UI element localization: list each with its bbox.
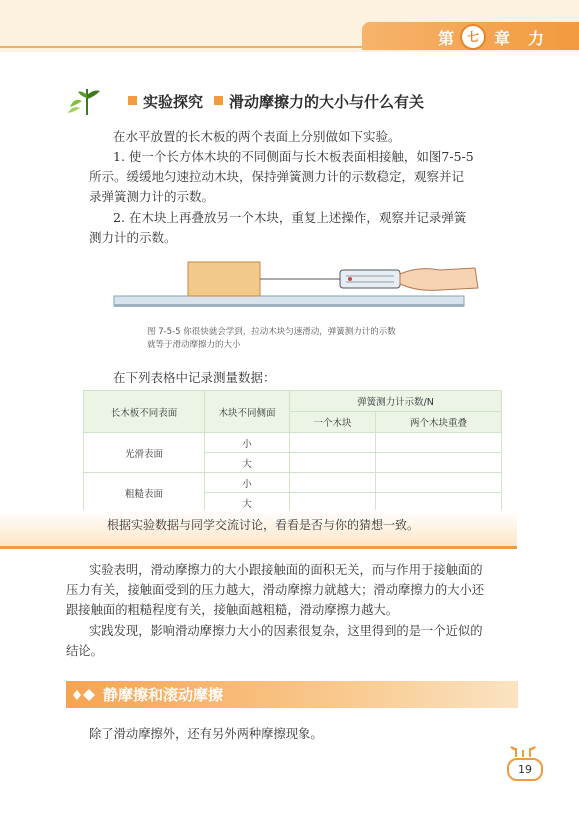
- col-surface: 长木板不同表面: [84, 391, 205, 433]
- empty-cell[interactable]: [376, 433, 502, 453]
- side-cell: 小: [205, 473, 290, 493]
- side-cell: 大: [205, 493, 290, 513]
- experiment-figure: [100, 252, 490, 322]
- step2-line: 2. 在木块上再叠放另一个木块，重复上述操作，观察并记录弹簧: [113, 210, 467, 225]
- discussion-text: 根据实验数据与同学交流讨论，看看是否与你的猜想一致。: [107, 518, 420, 532]
- empty-cell[interactable]: [290, 473, 376, 493]
- section-intro: 除了滑动摩擦外，还有另外两种摩擦现象。: [89, 727, 323, 741]
- col-reading: 弹簧测力计示数/N: [290, 391, 502, 412]
- col-two-blocks: 两个木块重叠: [376, 412, 502, 433]
- step1-line: 所示。缓缓地匀速拉动木块，保持弹簧测力计的示数稳定，观察并记: [89, 169, 465, 184]
- step2-line: 测力计的示数。: [89, 230, 177, 245]
- chapter-suffix: 章: [494, 29, 512, 48]
- step1-line: 1. 使一个长方体木块的不同侧面与长木板表面相接触，如图7-5-5: [113, 149, 474, 164]
- sprout-icon: [508, 744, 538, 758]
- chapter-number-badge: 七: [460, 24, 486, 50]
- page-number: 19: [507, 758, 543, 781]
- side-cell: 大: [205, 453, 290, 473]
- table-intro: 在下列表格中记录测量数据：: [113, 370, 276, 385]
- experiment-title: 滑动摩擦力的大小与什么有关: [229, 93, 425, 111]
- surface-cell: 光滑表面: [84, 433, 205, 473]
- chapter-prefix: 第: [438, 29, 456, 48]
- empty-cell[interactable]: [290, 453, 376, 473]
- conclusion-line: 压力有关，接触面受到的压力越大，滑动摩擦力就越大；滑动摩擦力的大小还: [66, 583, 485, 597]
- section-title: 静摩擦和滚动摩擦: [103, 686, 224, 704]
- bullet-square: [214, 96, 223, 105]
- diamond-icon: [72, 688, 98, 702]
- table-row: [84, 433, 502, 453]
- practice-line: 结论。: [66, 644, 103, 658]
- conclusion-line: 跟接触面的粗糙程度有关，接触面越粗糙，滑动摩擦力越大。: [66, 603, 399, 617]
- col-one-block: 一个木块: [290, 412, 376, 433]
- conclusion-line: 实验表明，滑动摩擦力的大小跟接触面的面积无关，而与作用于接触面的: [89, 563, 483, 577]
- hand: [400, 268, 478, 290]
- wooden-block: [188, 262, 260, 296]
- chapter-title: 力: [528, 29, 546, 48]
- leaf-icon: [66, 85, 106, 119]
- table-row: [84, 473, 502, 493]
- side-cell: 小: [205, 433, 290, 453]
- experiment-intro: 在水平放置的长木板的两个表面上分别做如下实验。: [113, 129, 401, 144]
- empty-cell[interactable]: [376, 473, 502, 493]
- data-table: [83, 390, 502, 513]
- col-side: 木块不同侧面: [205, 391, 290, 433]
- empty-cell[interactable]: [376, 453, 502, 473]
- experiment-label: 实验探究: [143, 93, 204, 111]
- step1-line: 录弹簧测力计的示数。: [89, 189, 215, 204]
- empty-cell[interactable]: [290, 433, 376, 453]
- bullet-square: [128, 96, 137, 105]
- figure-caption: 图 7-5-5 你很快就会学到，拉动木块匀速滑动，弹簧测力计的示数 就等于滑动摩擦力的大小: [147, 327, 396, 350]
- practice-line: 实践发现，影响滑动摩擦力大小的因素很复杂，这里得到的是一个近似的: [89, 624, 483, 638]
- surface-cell: 粗糙表面: [84, 473, 205, 513]
